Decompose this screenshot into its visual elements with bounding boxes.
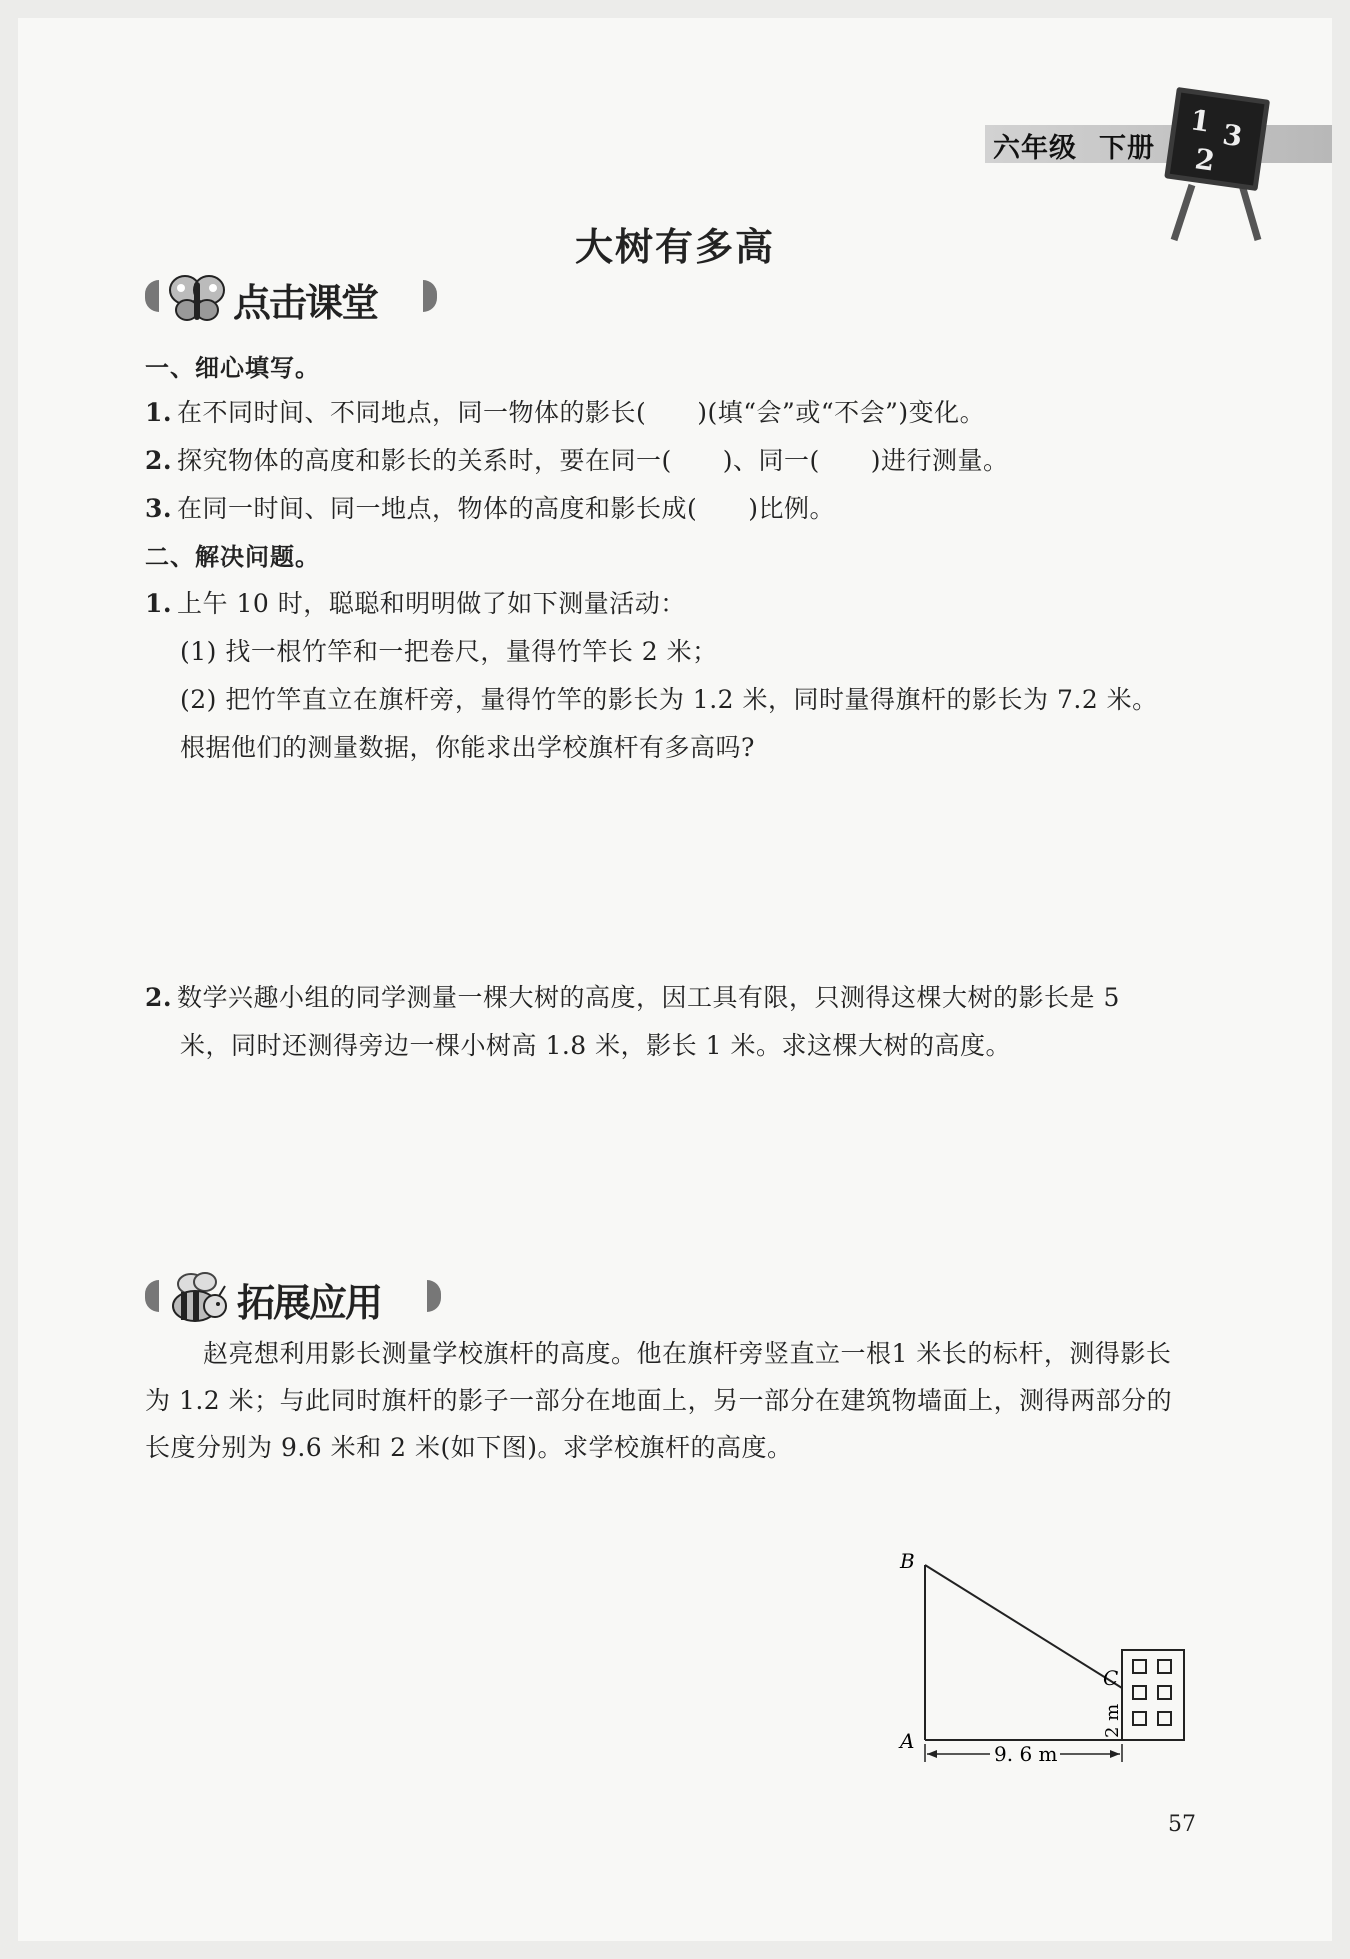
part2-heading: 二、解决问题。 — [145, 543, 320, 571]
label-b: B — [900, 1549, 915, 1573]
section-header-extension — [145, 1270, 445, 1326]
item-text: 在同一时间、同一地点，物体的高度和影长成( )比例。 — [177, 494, 836, 523]
grade-text: 六年级 — [993, 133, 1077, 164]
volume-text: 下册 — [1099, 133, 1155, 164]
grade-label — [993, 126, 1177, 165]
section-title-classroom: 点击课堂 — [233, 281, 378, 325]
item-text: 在不同时间、不同地点，同一物体的影长( )(填“会”或“不会”)变化。 — [177, 398, 986, 427]
item-text: 探究物体的高度和影长的关系时，要在同一( )、同一( )进行测量。 — [177, 446, 1009, 475]
pill-right — [423, 280, 437, 312]
pill-left — [145, 1280, 159, 1312]
flagpole-diagram — [890, 1540, 1210, 1785]
item-number: 2. — [145, 446, 173, 475]
extension-problem: 赵亮想利用影长测量学校旗杆的高度。他在旗杆旁竖直立一根1 米长的标杆，测得影长为 1.2 米；与此同时旗杆的影子一部分在地面上，另一部分在建筑物墙面上，测得两部分的长度分别为 9.6 米和 2 米(如下图)。求学校旗杆的高度。 — [145, 1339, 1173, 1462]
butterfly-icon — [167, 270, 227, 326]
item-text: 上午 10 时，聪聪和明明做了如下测量活动： — [177, 589, 686, 618]
section-header-classroom — [145, 270, 445, 326]
page-title: 大树有多高 — [574, 225, 775, 269]
page-number: 57 — [1168, 1812, 1196, 1837]
part2-q1 — [145, 584, 686, 620]
part1-item-3 — [145, 489, 835, 525]
ground-length-label: 9. 6 m — [994, 1742, 1058, 1766]
pill-right — [427, 1280, 441, 1312]
item-number: 1. — [145, 589, 173, 618]
label-c: C — [1103, 1666, 1119, 1690]
wall-length-label: 2 m — [1102, 1703, 1123, 1738]
bee-icon — [163, 1270, 229, 1326]
item-number: 2. — [145, 983, 173, 1012]
item-number: 1. — [145, 398, 173, 427]
part2-q2-line1 — [145, 978, 1120, 1014]
part2-q1-ask: 根据他们的测量数据，你能求出学校旗杆有多高吗? — [180, 733, 755, 762]
board-digit-2: 3 — [1220, 117, 1245, 154]
item-number: 3. — [145, 494, 173, 523]
part2-q1-step2: (2) 把竹竿直立在旗杆旁，量得竹竿的影长为 1.2 米，同时量得旗杆的影长为 7.2 米。 — [180, 685, 1158, 714]
part1-item-1 — [145, 393, 985, 429]
part1-heading: 一、细心填写。 — [145, 354, 320, 382]
building — [1122, 1650, 1184, 1740]
part1-item-2 — [145, 441, 1009, 477]
board-digit-1: 1 — [1188, 103, 1213, 139]
building-windows — [1133, 1660, 1171, 1725]
label-a: A — [900, 1729, 915, 1753]
part2-q2-line2: 米，同时还测得旁边一棵小树高 1.8 米，影长 1 米。求这棵大树的高度。 — [180, 1031, 1011, 1060]
section-title-extension: 拓展应用 — [237, 1281, 382, 1325]
pill-left — [145, 280, 159, 312]
board-digit-3: 2 — [1192, 142, 1217, 178]
part2-q1-step1: (1) 找一根竹竿和一把卷尺，量得竹竿长 2 米； — [180, 637, 718, 666]
item-text: 数学兴趣小组的同学测量一棵大树的高度，因工具有限，只测得这棵大树的影长是 5 — [177, 983, 1120, 1012]
